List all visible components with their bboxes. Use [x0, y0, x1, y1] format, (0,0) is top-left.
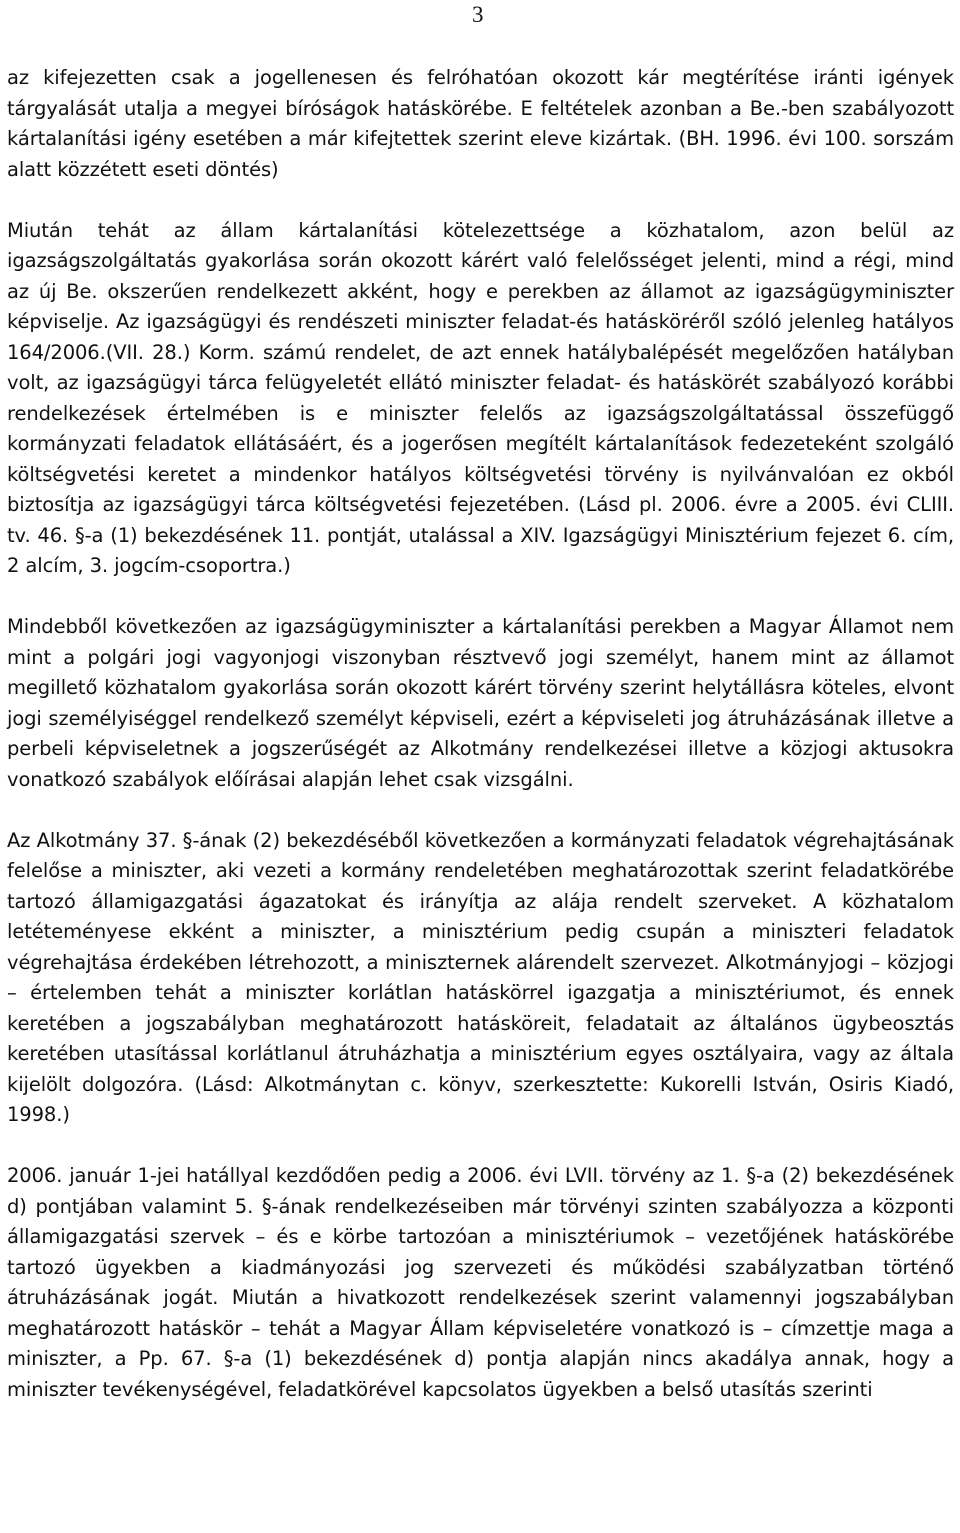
paragraph-1: az kifejezetten csak a jogellenesen és felróhatóan okozott kár megtérítése iránti igények tárgyalását utalja a megyei bíróságok hatáskörébe. E feltételek azonban a Be.-ben szabályozott kártalanítási igény esetében a már kifejtettek szerint eleve kizártak. (BH. 1996. évi 100. sorszám alatt közzétett eseti döntés)	[7, 66, 954, 181]
paragraph-3: Mindebből következően az igazságügyminiszter a kártalanítási perekben a Magyar Államot nem mint a polgári jogi vagyonjogi viszonyban résztvevő jogi személyt, hanem mint az államot megillető közhatalom gyakorlása során okozott kárért törvény szerint helytállásra köteles, elvont jogi személyiséggel rendelkező személyt képviseli, ezért a képviseleti jog átruházásának illetve a perbeli képviseletnek a jogszerűségét az Alkotmány rendelkezései illetve a közjogi aktusokra vonatkozó szabályok előírásai alapján lehet csak vizsgálni.	[7, 615, 954, 791]
paragraph-5: 2006. január 1-jei hatállyal kezdődően pedig a 2006. évi LVII. törvény az 1. §-a (2) bekezdésének d) pontjában valamint 5. §-ának rendelkezéseiben már törvényi szinten szabályozza a központi államigazgatási szervek – és e körbe tartozóan a minisztériumok – vezetőjének hatáskörébe tartozó ügyekben a kiadmányozási jog szervezeti és működési szabályzatban történő átruházásának jogát. Miután a hivatkozott rendelkezések szerint valamennyi jogszabályban meghatározott hatáskör – tehát a Magyar Állam képviseletére vonatkozó is – címzettje maga a miniszter, a Pp. 67. §-a (1) bekezdésének d) pontja alapján nincs akadálya annak, hogy a miniszter tevékenységével, feladatkörével kapcsolatos ügyekben a belső utasítás szerinti	[7, 1164, 954, 1401]
paragraph-4: Az Alkotmány 37. §-ának (2) bekezdéséből következően a kormányzati feladatok végrehajtásának felelőse a miniszter, aki vezeti a kormány rendeletében meghatározottak szerint feladatkörébe tartozó államigazgatási ágazatokat és irányítja az alája rendelt szerveket. A közhatalom letéteményese ekként a miniszter, a minisztérium pedig csupán a miniszteri feladatok végrehajtása érdekében létrehozott, a miniszternek alárendelt szervezet. Alkotmányjogi – közjogi – értelemben tehát a miniszter korlátlan hatáskörrel igazgatja a minisztériumot, és ennek keretében a jogszabályban meghatározott hatásköreit, feladatait az általános ügybeosztás keretében utasítással korlátlanul átruházhatja a minisztérium egyes osztályaira, vagy az általa kijelölt dolgozóra. (Lásd: Alkotmánytan c. könyv, szerkesztette: Kukorelli István, Osiris Kiadó, 1998.)	[7, 828, 954, 1126]
paragraph-2: Miután tehát az állam kártalanítási kötelezettsége a közhatalom, azon belül az igazságszolgáltatás gyakorlása során okozott kárért való felelősséget jelenti, mind a régi, mind az új Be. okszerűen rendelkezett akként, hogy e perekben az államot az igazságügyminiszter képviselje. Az igazságügyi és rendészeti miniszter feladat-és hatásköréről szóló jelenleg hatályos 164/2006.(VII. 28.) Korm. számú rendelet, de azt ennek hatálybalépését megelőzően hatályban volt, az igazságügyi tárca felügyeletét ellátó miniszter feladat- és hatáskörét szabályozó korábbi rendelkezések értelmében is e miniszter felelős az igazságszolgáltatással összefüggő kormányzati feladatok ellátásáért, és a jogerősen megítélt kártalanítások fedezeteként szolgáló költségvetési keretet a mindenkor hatályos költségvetési törvény is nyilvánvalóan ez okból biztosítja az igazságügyi tárca költségvetési fejezetében. (Lásd pl. 2006. évre a 2005. évi CLIII. tv. 46. §-a (1) bekezdésének 11. pontját, utalással a XIV. Igazságügyi Minisztérium fejezet 6. cím, 2 alcím, 3. jogcím-csoportra.)	[7, 218, 954, 577]
document-body	[7, 63, 954, 1405]
page-number: 3	[472, 2, 484, 27]
